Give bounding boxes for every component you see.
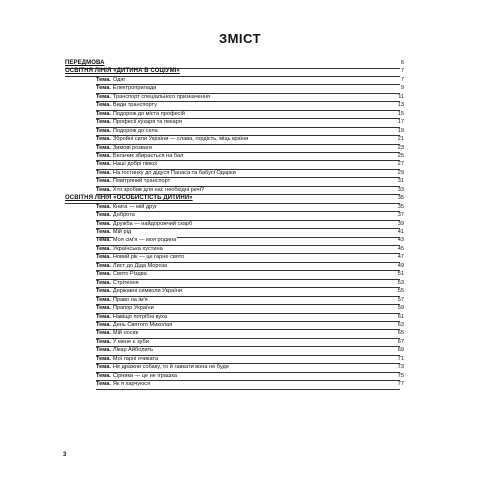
- entry-text: Хто зробив для нас необхідні речі?: [112, 186, 204, 193]
- entry-page-number: 69: [397, 347, 404, 354]
- entry-text: Державні символи України: [112, 288, 182, 295]
- entry-text: Наші добрі півкої: [112, 161, 158, 168]
- entry-text: Професії кухаря та пекаря: [112, 119, 182, 126]
- entry-keyword: Тема.: [96, 288, 111, 295]
- entry-text: Бельчик збирається на бал: [112, 152, 184, 159]
- entry-text: День Святого Миколая: [112, 321, 173, 328]
- entry-page-number: 7: [400, 68, 404, 75]
- entry-keyword: Тема.: [96, 237, 111, 244]
- entry-title: [96, 212, 136, 219]
- entry-title: [96, 322, 173, 329]
- entry-text: Мої гарні очиката: [112, 355, 159, 362]
- entry-text: Мій носик: [112, 330, 139, 337]
- entry-text: Лікар Айболить: [112, 347, 154, 354]
- entry-title: [96, 297, 149, 304]
- entry-keyword: Тема.: [96, 136, 111, 143]
- entry-title: [96, 271, 148, 278]
- entry-page-number: 23: [397, 144, 404, 151]
- entry-title: [96, 373, 178, 380]
- entry-title: [96, 246, 164, 253]
- entry-page-number: 43: [397, 237, 404, 244]
- entry-page-number: 65: [397, 330, 404, 337]
- entry-title: [96, 254, 185, 261]
- entry-title: [96, 170, 237, 177]
- entry-title: [96, 128, 159, 135]
- entry-page-number: 45: [397, 245, 404, 252]
- entry-page-number: 53: [397, 279, 404, 286]
- entry-title: [96, 102, 158, 109]
- entry-keyword: Тема.: [96, 152, 111, 159]
- entry-title: [96, 145, 153, 152]
- entry-page-number: 55: [397, 288, 404, 295]
- entry-keyword: Тема.: [96, 305, 111, 312]
- entry-keyword: Тема.: [96, 254, 111, 261]
- entry-keyword: Тема.: [96, 212, 111, 219]
- entry-page-number: 27: [397, 161, 404, 168]
- entry-title: ОСВІТНЯ ЛІНІЯ «ДИТИНА В СОЦІУМІ»: [65, 68, 180, 75]
- entry-text: На гостинку до дідуся Панаса та бабусі Одарки: [112, 169, 236, 176]
- entry-text: Подорож до села: [112, 127, 158, 134]
- entry-page-number: 39: [397, 220, 404, 227]
- entry-page-number: 73: [397, 364, 404, 371]
- entry-page-number: 35: [397, 203, 404, 210]
- entry-title: [96, 263, 168, 270]
- entry-title: [96, 305, 155, 312]
- entry-keyword: Тема.: [96, 76, 111, 83]
- entry-title: [96, 119, 183, 126]
- entry-title: [96, 288, 183, 295]
- entry-title: [96, 94, 211, 101]
- entry-keyword: Тема.: [96, 93, 111, 100]
- entry-title: [96, 111, 186, 118]
- entry-text: Зимові розваги: [112, 144, 153, 151]
- entry-keyword: Тема.: [96, 262, 111, 269]
- entry-keyword: Тема.: [96, 85, 111, 92]
- entry-keyword: Тема.: [96, 271, 111, 278]
- entry-page-number: 49: [397, 262, 404, 269]
- entry-page-number: 77: [397, 381, 404, 388]
- entry-keyword: Тема.: [96, 161, 111, 168]
- entry-keyword: Тема.: [96, 245, 111, 252]
- entry-page-number: 6: [400, 60, 404, 66]
- entry-keyword: Тема.: [96, 203, 111, 210]
- entry-page-number: 13: [397, 102, 404, 109]
- leader-line: [96, 389, 400, 390]
- entry-title: [96, 314, 168, 321]
- entry-page-number: 63: [397, 321, 404, 328]
- entry-page-number: 35: [397, 195, 404, 202]
- entry-keyword: Тема.: [96, 169, 111, 176]
- entry-text: Навіщо потрібні вухa: [112, 313, 168, 320]
- entry-text: Книга — мій друг: [112, 203, 158, 210]
- page-number: 3: [63, 452, 67, 458]
- entry-title: [96, 153, 184, 160]
- entry-keyword: Тема.: [96, 144, 111, 151]
- entry-keyword: Тема.: [96, 347, 111, 354]
- entry-text: Свято Різдва: [112, 271, 147, 278]
- entry-page-number: 47: [397, 254, 404, 261]
- entry-text: Подорож до міста професій: [112, 110, 185, 117]
- entry-page-number: 19: [397, 127, 404, 134]
- entry-keyword: Тема.: [96, 364, 111, 371]
- entry-text: Моя сім'я — моя родина: [112, 237, 177, 244]
- entry-keyword: Тема.: [96, 381, 111, 388]
- entry-page-number: 15: [397, 110, 404, 117]
- entry-keyword: Тема.: [96, 127, 111, 134]
- entry-page-number: 11: [398, 93, 404, 100]
- entry-title: [96, 187, 205, 194]
- entry-keyword: Тема.: [96, 279, 111, 286]
- entry-page-number: 41: [397, 229, 404, 235]
- entry-keyword: Тема.: [96, 102, 111, 109]
- entry-title: [96, 221, 193, 228]
- entry-title: [96, 381, 151, 388]
- entry-text: Дружба — найдорожчий скарб: [112, 220, 193, 227]
- entry-keyword: Тема.: [96, 372, 111, 379]
- entry-keyword: Тема.: [96, 338, 111, 345]
- entry-text: Новий рік — це гарне свято: [112, 254, 185, 261]
- entry-text: Доброта: [112, 212, 135, 219]
- entry-text: Лист до Діда Мороза: [112, 262, 168, 269]
- entry-keyword: Тема.: [96, 110, 111, 117]
- entry-title: [96, 85, 157, 92]
- entry-page-number: 21: [397, 136, 404, 143]
- entry-title: ПЕРЕДМОВА: [65, 60, 105, 66]
- entry-text: У мене є зуби: [112, 338, 149, 345]
- entry-page-number: 57: [397, 296, 404, 303]
- entry-text: Стрітення: [112, 279, 139, 286]
- entry-text: Повітряний транспорт: [112, 178, 171, 185]
- entry-text: Прапор України: [112, 305, 154, 312]
- entry-page-number: 51: [397, 271, 404, 278]
- entry-title: [96, 364, 230, 371]
- entry-page-number: 17: [397, 119, 404, 126]
- entry-page-number: 9: [400, 85, 404, 92]
- entry-keyword: Тема.: [96, 313, 111, 320]
- entry-text: Право на ім'я: [112, 296, 148, 303]
- entry-title: [96, 161, 158, 168]
- entry-text: Транспорт спеціального призначення: [112, 93, 210, 100]
- entry-text: Збройні сили України — слава, гордість, міць країни: [112, 136, 249, 143]
- entry-text: Як я харчуюся: [112, 381, 151, 388]
- entry-title: ОСВІТНЯ ЛІНІЯ «ОСОБИСТІСТЬ ДИТИНИ»: [65, 195, 193, 202]
- entry-text: Не дражни собаку, то й гавкати вона не буде: [112, 364, 229, 371]
- entry-keyword: Тема.: [96, 330, 111, 337]
- entry-keyword: Тема.: [96, 178, 111, 185]
- entry-title: [96, 347, 154, 354]
- entry-title: [96, 229, 132, 236]
- entry-text: Сірники — це не іграшка: [112, 372, 178, 379]
- entry-page-number: 75: [397, 372, 404, 379]
- entry-keyword: Тема.: [96, 321, 111, 328]
- entry-keyword: Тема.: [96, 296, 111, 303]
- entry-keyword: Тема.: [96, 186, 111, 193]
- entry-text: Мій рід: [112, 229, 132, 235]
- entry-page-number: 29: [397, 169, 404, 176]
- entry-text: Електроприлади: [112, 85, 157, 92]
- entry-title: [96, 330, 139, 337]
- entry-keyword: Тема.: [96, 229, 111, 235]
- entry-text: Українська хустина: [112, 245, 163, 252]
- entry-keyword: Тема.: [96, 119, 111, 126]
- entry-text: Види транспорту: [112, 102, 157, 109]
- entry-keyword: Тема.: [96, 355, 111, 362]
- entry-page-number: 67: [397, 338, 404, 345]
- entry-page-number: 37: [397, 212, 404, 219]
- entry-text: Одяг: [112, 76, 126, 83]
- entry-page-number: 71: [397, 355, 404, 362]
- entry-title: [96, 280, 140, 287]
- entry-title: [96, 136, 249, 143]
- page-title: ЗМІСТ: [218, 31, 262, 46]
- entry-page-number: 33: [397, 186, 404, 193]
- entry-page-number: 61: [397, 313, 404, 320]
- entry-title: [96, 237, 177, 244]
- toc-item: [0, 381, 480, 391]
- entry-page-number: 7: [400, 76, 404, 83]
- entry-title: [96, 204, 158, 211]
- entry-title: [96, 339, 150, 346]
- entry-title: [96, 77, 126, 84]
- entry-page-number: 59: [397, 305, 404, 312]
- entry-page-number: 31: [397, 178, 404, 185]
- entry-keyword: Тема.: [96, 220, 111, 227]
- entry-title: [96, 356, 159, 363]
- entry-page-number: 25: [397, 152, 404, 159]
- entry-title: [96, 178, 171, 185]
